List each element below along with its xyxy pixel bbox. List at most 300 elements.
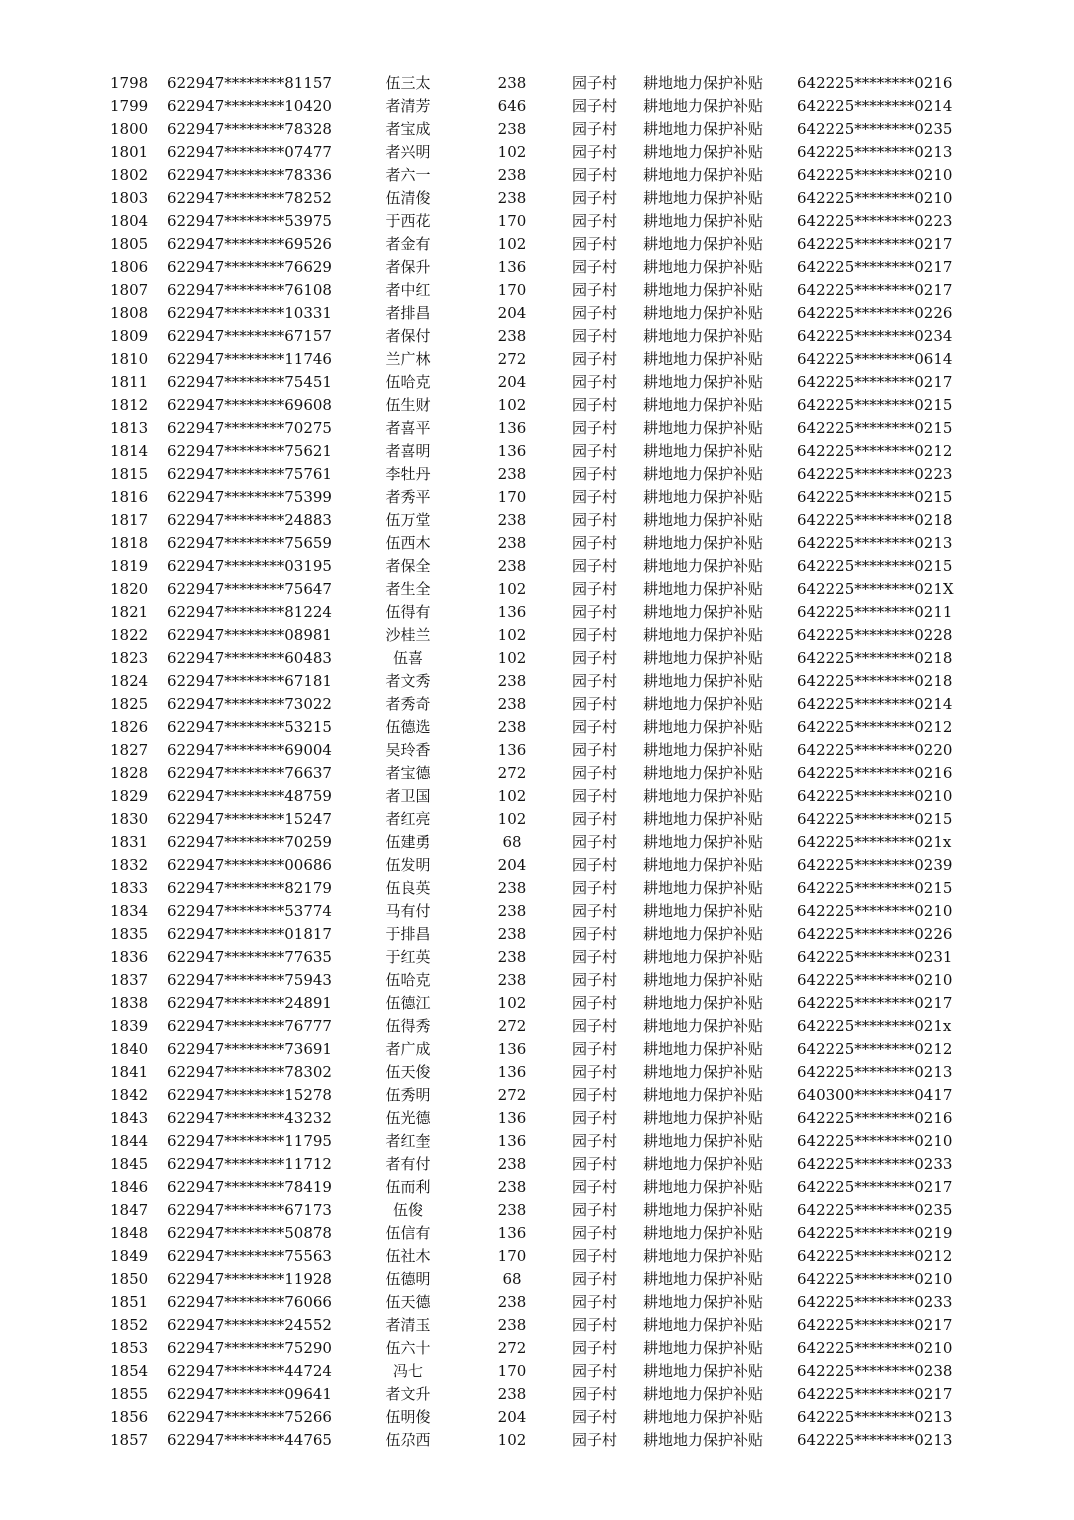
- subsidy-amount: 238: [497, 948, 527, 966]
- account-number: 622947********78419: [167, 1178, 332, 1196]
- row-number: 1831: [110, 833, 149, 851]
- village-name: 园子村: [572, 580, 618, 598]
- account-number: 622947********75399: [167, 488, 332, 506]
- row-number: 1839: [110, 1017, 149, 1035]
- id-number: 642225********0223: [797, 465, 953, 483]
- account-number: 622947********69608: [167, 396, 332, 414]
- subsidy-amount: 238: [497, 74, 527, 92]
- account-number: 622947********78336: [167, 166, 332, 184]
- row-number: 1814: [110, 442, 149, 460]
- subsidy-amount: 204: [497, 856, 527, 874]
- account-number: 622947********75563: [167, 1247, 332, 1265]
- account-number: 622947********75659: [167, 534, 332, 552]
- subsidy-amount: 272: [497, 1017, 527, 1035]
- account-number: 622947********75943: [167, 971, 332, 989]
- subsidy-amount: 238: [497, 879, 527, 897]
- subsidy-type: 耕地地力保护补贴: [643, 281, 764, 299]
- recipient-name: 者有付: [385, 1155, 431, 1173]
- recipient-name: 者宝成: [385, 120, 431, 138]
- subsidy-amount: 238: [497, 534, 527, 552]
- table-row: [0, 601, 1074, 624]
- recipient-name: 伍德江: [385, 994, 431, 1012]
- subsidy-amount: 238: [497, 902, 527, 920]
- row-number: 1801: [110, 143, 149, 161]
- account-number: 622947********53975: [167, 212, 332, 230]
- subsidy-amount: 136: [497, 442, 527, 460]
- table-row: [0, 1245, 1074, 1268]
- recipient-name: 者秀奇: [385, 695, 431, 713]
- table-row: [0, 95, 1074, 118]
- id-number: 642225********021x: [797, 833, 952, 851]
- row-number: 1846: [110, 1178, 149, 1196]
- subsidy-type: 耕地地力保护补贴: [643, 557, 764, 575]
- recipient-name: 伍西木: [385, 534, 431, 552]
- village-name: 园子村: [572, 1385, 618, 1403]
- subsidy-type: 耕地地力保护补贴: [643, 902, 764, 920]
- table-row: [0, 325, 1074, 348]
- village-name: 园子村: [572, 281, 618, 299]
- village-name: 园子村: [572, 994, 618, 1012]
- row-number: 1835: [110, 925, 149, 943]
- subsidy-type: 耕地地力保护补贴: [643, 1201, 764, 1219]
- account-number: 622947********75290: [167, 1339, 332, 1357]
- account-number: 622947********11746: [167, 350, 332, 368]
- account-number: 622947********10420: [167, 97, 332, 115]
- village-name: 园子村: [572, 1086, 618, 1104]
- id-number: 642225********0217: [797, 373, 953, 391]
- subsidy-type: 耕地地力保护补贴: [643, 948, 764, 966]
- recipient-name: 兰广林: [385, 350, 431, 368]
- account-number: 622947********11928: [167, 1270, 332, 1288]
- subsidy-amount: 102: [497, 580, 527, 598]
- subsidy-amount: 238: [497, 465, 527, 483]
- row-number: 1807: [110, 281, 149, 299]
- village-name: 园子村: [572, 764, 618, 782]
- id-number: 640300********0417: [797, 1086, 953, 1104]
- village-name: 园子村: [572, 212, 618, 230]
- table-row: [0, 808, 1074, 831]
- id-number: 642225********0235: [797, 1201, 953, 1219]
- account-number: 622947********43232: [167, 1109, 332, 1127]
- row-number: 1837: [110, 971, 149, 989]
- row-number: 1800: [110, 120, 149, 138]
- subsidy-amount: 102: [497, 994, 527, 1012]
- subsidy-type: 耕地地力保护补贴: [643, 603, 764, 621]
- id-number: 642225********0233: [797, 1293, 953, 1311]
- id-number: 642225********0210: [797, 189, 953, 207]
- id-number: 642225********0210: [797, 1132, 953, 1150]
- row-number: 1853: [110, 1339, 149, 1357]
- table-row: [0, 1061, 1074, 1084]
- subsidy-amount: 238: [497, 1201, 527, 1219]
- subsidy-type: 耕地地力保护补贴: [643, 1408, 764, 1426]
- row-number: 1833: [110, 879, 149, 897]
- row-number: 1843: [110, 1109, 149, 1127]
- village-name: 园子村: [572, 626, 618, 644]
- id-number: 642225********0213: [797, 1408, 953, 1426]
- id-number: 642225********0238: [797, 1362, 953, 1380]
- table-row: [0, 693, 1074, 716]
- subsidy-type: 耕地地力保护补贴: [643, 166, 764, 184]
- id-number: 642225********0211: [797, 603, 953, 621]
- table-row: [0, 785, 1074, 808]
- village-name: 园子村: [572, 856, 618, 874]
- subsidy-amount: 136: [497, 741, 527, 759]
- subsidy-type: 耕地地力保护补贴: [643, 1431, 764, 1449]
- subsidy-type: 耕地地力保护补贴: [643, 258, 764, 276]
- subsidy-amount: 272: [497, 764, 527, 782]
- subsidy-type: 耕地地力保护补贴: [643, 350, 764, 368]
- village-name: 园子村: [572, 1109, 618, 1127]
- table-row: [0, 1084, 1074, 1107]
- recipient-name: 马有付: [385, 902, 431, 920]
- subsidy-amount: 238: [497, 511, 527, 529]
- subsidy-amount: 238: [497, 672, 527, 690]
- recipient-name: 者文升: [385, 1385, 431, 1403]
- subsidy-type: 耕地地力保护补贴: [643, 764, 764, 782]
- subsidy-type: 耕地地力保护补贴: [643, 1086, 764, 1104]
- account-number: 622947********70259: [167, 833, 332, 851]
- id-number: 642225********0210: [797, 1339, 953, 1357]
- row-number: 1857: [110, 1431, 149, 1449]
- recipient-name: 者清玉: [385, 1316, 431, 1334]
- recipient-name: 者保升: [385, 258, 431, 276]
- table-row: [0, 1038, 1074, 1061]
- subsidy-amount: 136: [497, 258, 527, 276]
- subsidy-type: 耕地地力保护补贴: [643, 856, 764, 874]
- subsidy-type: 耕地地力保护补贴: [643, 1063, 764, 1081]
- subsidy-amount: 170: [497, 488, 527, 506]
- row-number: 1842: [110, 1086, 149, 1104]
- village-name: 园子村: [572, 948, 618, 966]
- row-number: 1836: [110, 948, 149, 966]
- subsidy-type: 耕地地力保护补贴: [643, 1155, 764, 1173]
- subsidy-amount: 102: [497, 235, 527, 253]
- recipient-name: 者喜平: [385, 419, 431, 437]
- id-number: 642225********0212: [797, 718, 953, 736]
- recipient-name: 伍哈克: [385, 373, 431, 391]
- table-row: [0, 440, 1074, 463]
- table-row: [0, 739, 1074, 762]
- table-row: [0, 463, 1074, 486]
- village-name: 园子村: [572, 1040, 618, 1058]
- subsidy-type: 耕地地力保护补贴: [643, 534, 764, 552]
- account-number: 622947********69004: [167, 741, 332, 759]
- subsidy-type: 耕地地力保护补贴: [643, 741, 764, 759]
- recipient-name: 者排昌: [385, 304, 431, 322]
- village-name: 园子村: [572, 235, 618, 253]
- recipient-name: 者秀平: [385, 488, 431, 506]
- subsidy-amount: 136: [497, 1109, 527, 1127]
- subsidy-amount: 102: [497, 1431, 527, 1449]
- subsidy-type: 耕地地力保护补贴: [643, 212, 764, 230]
- id-number: 642225********0217: [797, 1385, 953, 1403]
- subsidy-amount: 238: [497, 1385, 527, 1403]
- village-name: 园子村: [572, 1247, 618, 1265]
- row-number: 1824: [110, 672, 149, 690]
- account-number: 622947********09641: [167, 1385, 332, 1403]
- recipient-name: 者文秀: [385, 672, 431, 690]
- row-number: 1802: [110, 166, 149, 184]
- village-name: 园子村: [572, 327, 618, 345]
- recipient-name: 伍清俊: [385, 189, 431, 207]
- recipient-name: 者清芳: [385, 97, 431, 115]
- recipient-name: 伍生财: [385, 396, 431, 414]
- village-name: 园子村: [572, 557, 618, 575]
- recipient-name: 者喜明: [385, 442, 431, 460]
- row-number: 1799: [110, 97, 149, 115]
- subsidy-amount: 170: [497, 281, 527, 299]
- row-number: 1823: [110, 649, 149, 667]
- id-number: 642225********0217: [797, 1178, 953, 1196]
- subsidy-type: 耕地地力保护补贴: [643, 465, 764, 483]
- table-row: [0, 923, 1074, 946]
- village-name: 园子村: [572, 879, 618, 897]
- village-name: 园子村: [572, 810, 618, 828]
- subsidy-type: 耕地地力保护补贴: [643, 396, 764, 414]
- table-row: [0, 187, 1074, 210]
- account-number: 622947********82179: [167, 879, 332, 897]
- subsidy-type: 耕地地力保护补贴: [643, 1270, 764, 1288]
- subsidy-type: 耕地地力保护补贴: [643, 1339, 764, 1357]
- table-row: [0, 647, 1074, 670]
- id-number: 642225********0216: [797, 764, 953, 782]
- village-name: 园子村: [572, 442, 618, 460]
- subsidy-amount: 646: [497, 97, 527, 115]
- table-row: [0, 1337, 1074, 1360]
- account-number: 622947********70275: [167, 419, 332, 437]
- village-name: 园子村: [572, 143, 618, 161]
- id-number: 642225********0217: [797, 235, 953, 253]
- table-row: [0, 831, 1074, 854]
- subsidy-amount: 68: [502, 1270, 522, 1288]
- id-number: 642225********0212: [797, 1040, 953, 1058]
- account-number: 622947********76777: [167, 1017, 332, 1035]
- row-number: 1816: [110, 488, 149, 506]
- row-number: 1848: [110, 1224, 149, 1242]
- recipient-name: 伍天俊: [385, 1063, 431, 1081]
- account-number: 622947********67181: [167, 672, 332, 690]
- subsidy-type: 耕地地力保护补贴: [643, 120, 764, 138]
- recipient-name: 伍俊: [392, 1201, 423, 1219]
- table-row: [0, 1314, 1074, 1337]
- subsidy-amount: 204: [497, 373, 527, 391]
- subsidy-type: 耕地地力保护补贴: [643, 74, 764, 92]
- village-name: 园子村: [572, 74, 618, 92]
- row-number: 1810: [110, 350, 149, 368]
- id-number: 642225********0213: [797, 143, 953, 161]
- id-number: 642225********0210: [797, 902, 953, 920]
- table-row: [0, 1107, 1074, 1130]
- id-number: 642225********0213: [797, 534, 953, 552]
- subsidy-type: 耕地地力保护补贴: [643, 994, 764, 1012]
- subsidy-type: 耕地地力保护补贴: [643, 97, 764, 115]
- recipient-name: 伍信有: [385, 1224, 431, 1242]
- subsidy-amount: 238: [497, 1293, 527, 1311]
- recipient-name: 伍喜: [392, 649, 423, 667]
- subsidy-amount: 102: [497, 396, 527, 414]
- subsidy-amount: 102: [497, 810, 527, 828]
- account-number: 622947********07477: [167, 143, 332, 161]
- account-number: 622947********78302: [167, 1063, 332, 1081]
- subsidy-amount: 102: [497, 143, 527, 161]
- id-number: 642225********0218: [797, 672, 953, 690]
- table-row: [0, 1199, 1074, 1222]
- subsidy-amount: 238: [497, 557, 527, 575]
- id-number: 642225********021X: [797, 580, 954, 598]
- subsidy-amount: 272: [497, 1339, 527, 1357]
- id-number: 642225********0217: [797, 1316, 953, 1334]
- recipient-name: 者金有: [385, 235, 431, 253]
- village-name: 园子村: [572, 488, 618, 506]
- account-number: 622947********53774: [167, 902, 332, 920]
- account-number: 622947********67157: [167, 327, 332, 345]
- row-number: 1798: [110, 74, 149, 92]
- id-number: 642225********0218: [797, 511, 953, 529]
- account-number: 622947********76637: [167, 764, 332, 782]
- row-number: 1825: [110, 695, 149, 713]
- id-number: 642225********0216: [797, 74, 953, 92]
- recipient-name: 伍社木: [385, 1247, 431, 1265]
- subsidy-amount: 272: [497, 350, 527, 368]
- row-number: 1829: [110, 787, 149, 805]
- row-number: 1841: [110, 1063, 149, 1081]
- account-number: 622947********81157: [167, 74, 332, 92]
- subsidy-amount: 238: [497, 120, 527, 138]
- table-row: [0, 555, 1074, 578]
- row-number: 1855: [110, 1385, 149, 1403]
- subsidy-amount: 136: [497, 1040, 527, 1058]
- table-row: [0, 371, 1074, 394]
- account-number: 622947********00686: [167, 856, 332, 874]
- account-number: 622947********69526: [167, 235, 332, 253]
- table-row: [0, 394, 1074, 417]
- village-name: 园子村: [572, 1408, 618, 1426]
- recipient-name: 伍哈克: [385, 971, 431, 989]
- subsidy-type: 耕地地力保护补贴: [643, 304, 764, 322]
- village-name: 园子村: [572, 1339, 618, 1357]
- table-row: [0, 1383, 1074, 1406]
- id-number: 642225********0215: [797, 488, 953, 506]
- subsidy-amount: 204: [497, 304, 527, 322]
- id-number: 642225********0215: [797, 396, 953, 414]
- village-name: 园子村: [572, 649, 618, 667]
- village-name: 园子村: [572, 166, 618, 184]
- village-name: 园子村: [572, 304, 618, 322]
- id-number: 642225********0214: [797, 695, 953, 713]
- recipient-name: 伍建勇: [385, 833, 431, 851]
- subsidy-amount: 102: [497, 626, 527, 644]
- subsidy-type: 耕地地力保护补贴: [643, 1224, 764, 1242]
- row-number: 1830: [110, 810, 149, 828]
- recipient-name: 者中红: [385, 281, 431, 299]
- row-number: 1804: [110, 212, 149, 230]
- village-name: 园子村: [572, 189, 618, 207]
- id-number: 642225********0226: [797, 304, 953, 322]
- recipient-name: 伍得有: [385, 603, 431, 621]
- account-number: 622947********48759: [167, 787, 332, 805]
- account-number: 622947********60483: [167, 649, 332, 667]
- subsidy-amount: 102: [497, 787, 527, 805]
- subsidy-type: 耕地地力保护补贴: [643, 787, 764, 805]
- account-number: 622947********10331: [167, 304, 332, 322]
- recipient-name: 者广成: [385, 1040, 431, 1058]
- recipient-name: 者宝德: [385, 764, 431, 782]
- village-name: 园子村: [572, 672, 618, 690]
- table-row: [0, 716, 1074, 739]
- row-number: 1809: [110, 327, 149, 345]
- table-row: [0, 946, 1074, 969]
- village-name: 园子村: [572, 1017, 618, 1035]
- row-number: 1828: [110, 764, 149, 782]
- subsidy-type: 耕地地力保护补贴: [643, 1293, 764, 1311]
- table-row: [0, 1015, 1074, 1038]
- table-row: [0, 1176, 1074, 1199]
- recipient-name: 李牡丹: [385, 465, 431, 483]
- id-number: 642225********0234: [797, 327, 953, 345]
- row-number: 1847: [110, 1201, 149, 1219]
- recipient-name: 者生全: [385, 580, 431, 598]
- village-name: 园子村: [572, 1293, 618, 1311]
- recipient-name: 于西花: [385, 212, 431, 230]
- subsidy-type: 耕地地力保护补贴: [643, 189, 764, 207]
- row-number: 1808: [110, 304, 149, 322]
- recipient-name: 伍发明: [385, 856, 431, 874]
- subsidy-amount: 204: [497, 1408, 527, 1426]
- table-row: [0, 532, 1074, 555]
- subsidy-type: 耕地地力保护补贴: [643, 1178, 764, 1196]
- row-number: 1811: [110, 373, 149, 391]
- account-number: 622947********75451: [167, 373, 332, 391]
- row-number: 1838: [110, 994, 149, 1012]
- recipient-name: 吴玲香: [385, 741, 431, 759]
- table-row: [0, 256, 1074, 279]
- table-row: [0, 1268, 1074, 1291]
- account-number: 622947********53215: [167, 718, 332, 736]
- table-row: [0, 624, 1074, 647]
- id-number: 642225********0210: [797, 971, 953, 989]
- id-number: 642225********0231: [797, 948, 953, 966]
- row-number: 1832: [110, 856, 149, 874]
- row-number: 1844: [110, 1132, 149, 1150]
- row-number: 1827: [110, 741, 149, 759]
- row-number: 1819: [110, 557, 149, 575]
- subsidy-type: 耕地地力保护补贴: [643, 1362, 764, 1380]
- table-row: [0, 118, 1074, 141]
- recipient-name: 伍德明: [385, 1270, 431, 1288]
- account-number: 622947********76629: [167, 258, 332, 276]
- row-number: 1834: [110, 902, 149, 920]
- row-number: 1820: [110, 580, 149, 598]
- subsidy-amount: 238: [497, 718, 527, 736]
- id-number: 642225********0228: [797, 626, 953, 644]
- id-number: 642225********0217: [797, 258, 953, 276]
- id-number: 642225********0212: [797, 1247, 953, 1265]
- account-number: 622947********24552: [167, 1316, 332, 1334]
- subsidy-table: [0, 72, 1074, 1452]
- recipient-name: 者六一: [385, 166, 431, 184]
- account-number: 622947********75761: [167, 465, 332, 483]
- account-number: 622947********75266: [167, 1408, 332, 1426]
- account-number: 622947********81224: [167, 603, 332, 621]
- subsidy-type: 耕地地力保护补贴: [643, 1109, 764, 1127]
- row-number: 1840: [110, 1040, 149, 1058]
- subsidy-amount: 238: [497, 925, 527, 943]
- subsidy-type: 耕地地力保护补贴: [643, 879, 764, 897]
- village-name: 园子村: [572, 1178, 618, 1196]
- recipient-name: 者兴明: [385, 143, 431, 161]
- table-row: [0, 210, 1074, 233]
